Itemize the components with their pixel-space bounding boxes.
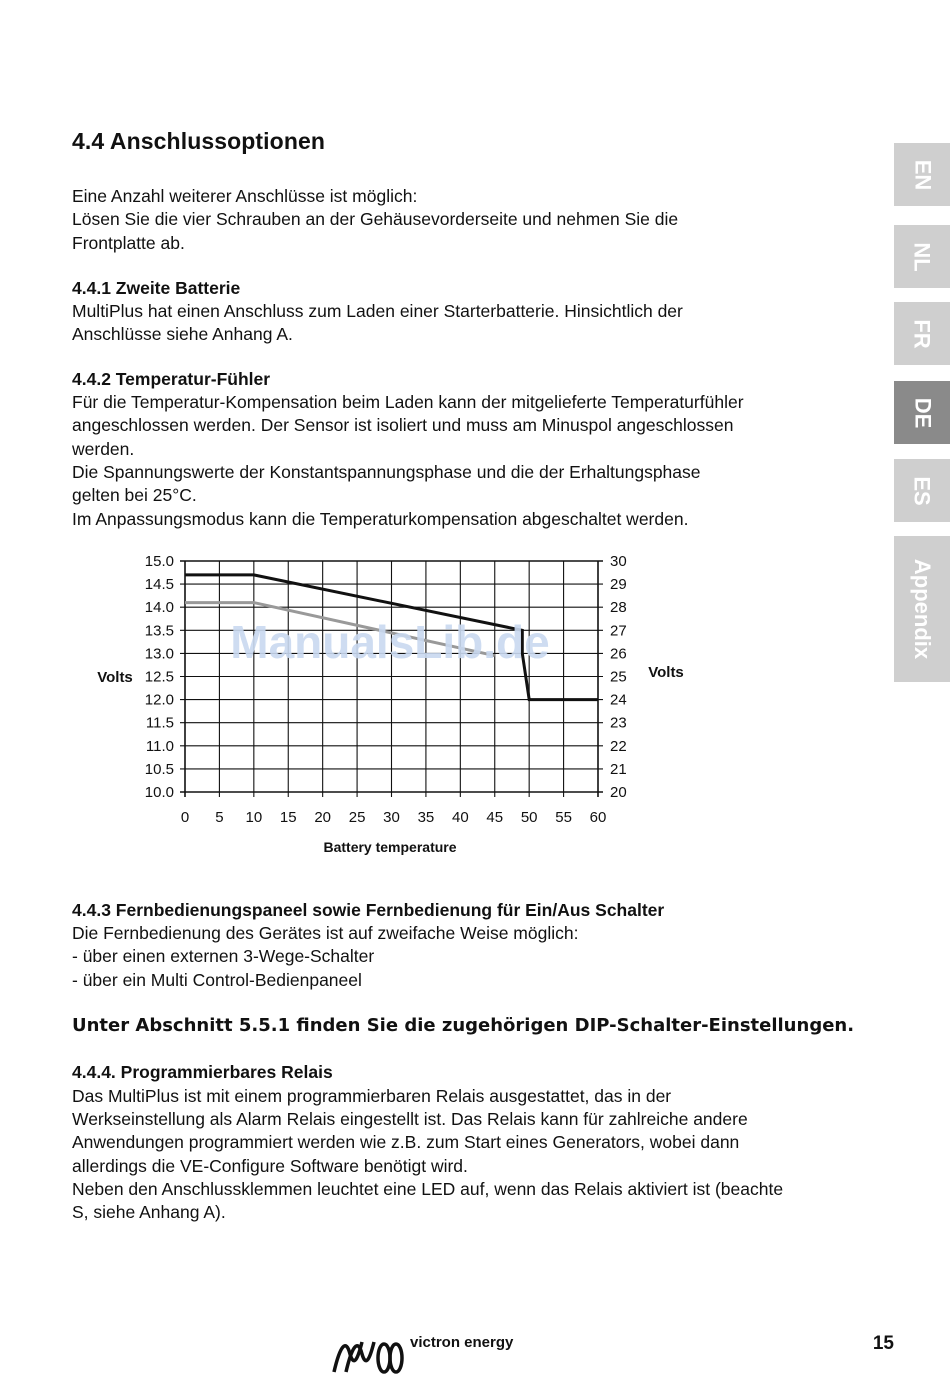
x-tick-label: 15 [279,809,297,826]
section-line: Anwendungen programmiert werden wie z.B. zum Start eines Generators, wobei dann [72,1132,740,1153]
y-tick-label: 12.0 [144,691,174,709]
section-title: 4.4.4. Programmierbares Relais [72,1062,333,1083]
tab-de[interactable] [894,381,950,444]
temperature-compensation-chart [88,548,688,868]
x-tick-label: 55 [555,809,572,826]
tab-label: NL [909,241,935,272]
x-tick-label: 45 [486,809,504,826]
page-number: 15 [872,1333,894,1354]
intro-line: Frontplatte ab. [72,232,185,253]
section-line: Neben den Anschlussklemmen leuchtet eine LED auf, wenn das Relais aktiviert ist (beachte [72,1178,784,1199]
watermark: ManualsLib.de [230,616,550,668]
tab-fr[interactable] [894,302,950,365]
y-tick-label: 11.5 [145,714,174,732]
section-line: Die Fernbedienung des Gerätes ist auf zweifache Weise möglich: [72,923,579,944]
x-tick-label: 0 [180,809,190,826]
section-line: Werkseinstellung als Alarm Relais eingestellt ist. Das Relais kann für zahlreiche andere [72,1108,748,1129]
y2-tick-label: 27 [610,622,627,640]
tab-label: DE [910,397,935,428]
page-title: 4.4 Anschlussoptionen [72,128,326,154]
section-title: 4.4.1 Zweite Batterie [72,277,241,298]
y-tick-label: 11.0 [145,737,174,755]
section-line: Für die Temperatur-Kompensation beim Laden kann der mitgelieferte Temperaturfühler [72,392,744,413]
y-tick-label: 10.0 [144,784,174,801]
x-tick-label: 50 [520,809,538,826]
tab-es[interactable] [894,459,950,522]
section-line: - über ein Multi Control-Bedienpaneel [72,969,362,990]
section-line: Die Spannungswerte der Konstantspannungsphase und die der Erhaltungsphase [72,461,701,482]
tab-appendix[interactable] [894,536,950,682]
y2-tick-label: 25 [610,668,627,686]
section-title: 4.4.3 Fernbedienungspaneel sowie Fernbedienung für Ein/Aus Schalter [72,899,665,920]
victron-logo [330,1328,550,1380]
y-axis-label-right: Volts [648,664,684,681]
y-tick-label: 14.5 [144,576,174,594]
intro-line: Lösen Sie die vier Schrauben an der Gehäusevorderseite und nehmen Sie die [72,209,679,230]
x-tick-label: 40 [451,809,469,826]
tab-nl[interactable] [894,225,950,288]
victron-logo-icon [330,1328,410,1380]
section-line: allerdings die VE-Configure Software benötigt wird. [72,1155,468,1176]
y-axis-label-left: Volts [97,669,133,686]
chart-grid [180,561,603,797]
section-relais [72,1061,902,1224]
tab-label: FR [909,318,935,349]
x-tick-label: 20 [314,809,332,826]
section-title: 4.4.2 Temperatur-Fühler [72,368,271,389]
x-tick-label: 10 [245,809,263,826]
section-line: werden. [72,438,135,459]
section-line: Anschlüsse siehe Anhang A. [72,324,293,345]
x-tick-label: 5 [215,809,224,826]
x-tick-label: 30 [383,809,400,826]
section-fernbedienung [72,899,902,992]
tab-en[interactable] [894,143,950,206]
y2-tick-label: 30 [610,553,627,570]
y-tick-label: 10.5 [144,760,174,778]
chart-svg [88,548,688,868]
y2-tick-label: 22 [610,737,627,755]
section-temperatur-fuehler [72,368,902,531]
y2-tick-label: 28 [610,599,627,617]
y2-tick-label: 20 [610,784,627,801]
x-tick-label: 60 [589,809,607,826]
tab-label: EN [910,159,935,190]
intro-section [72,185,902,255]
tab-label: Appendix [910,558,936,660]
section-line: angeschlossen werden. Der Sensor ist isoliert und muss am Minuspol angeschlossen [72,415,734,436]
y2-tick-label: 24 [610,691,627,709]
section-line: gelten bei 25°C. [72,485,197,506]
intro-line: Eine Anzahl weiterer Anschlüsse ist möglich: [72,186,418,206]
section-line: Das MultiPlus ist mit einem programmierbaren Relais ausgestattet, das in der [72,1085,672,1106]
section-line: MultiPlus hat einen Anschluss zum Laden einer Starterbatterie. Hinsichtlich der [72,301,683,322]
y-tick-label: 14.0 [144,599,174,617]
y2-tick-label: 23 [610,714,627,732]
x-tick-label: 25 [348,809,366,826]
section-line: - über einen externen 3-Wege-Schalter [72,946,375,967]
brand-name: victron energy [410,1334,514,1351]
y2-tick-label: 21 [610,760,627,778]
tab-label: ES [909,475,935,506]
section-line: S, siehe Anhang A). [72,1202,226,1223]
x-axis-label: Battery temperature [323,839,457,855]
y2-tick-label: 26 [610,645,627,663]
section-zweite-batterie [72,277,902,347]
y-tick-label: 13.5 [144,622,174,640]
y-tick-label: 13.0 [144,645,174,663]
y2-tick-label: 29 [610,576,627,594]
chart-labels [145,553,627,826]
x-tick-label: 35 [417,809,435,826]
section-line: Im Anpassungsmodus kann die Temperaturkompensation abgeschaltet werden. [72,508,689,529]
dip-switch-note: Unter Abschnitt 5.5.1 finden Sie die zugehörigen DIP-Schalter-Einstellungen. [72,1015,855,1037]
y-tick-label: 15.0 [144,553,174,570]
y-tick-label: 12.5 [144,668,174,686]
